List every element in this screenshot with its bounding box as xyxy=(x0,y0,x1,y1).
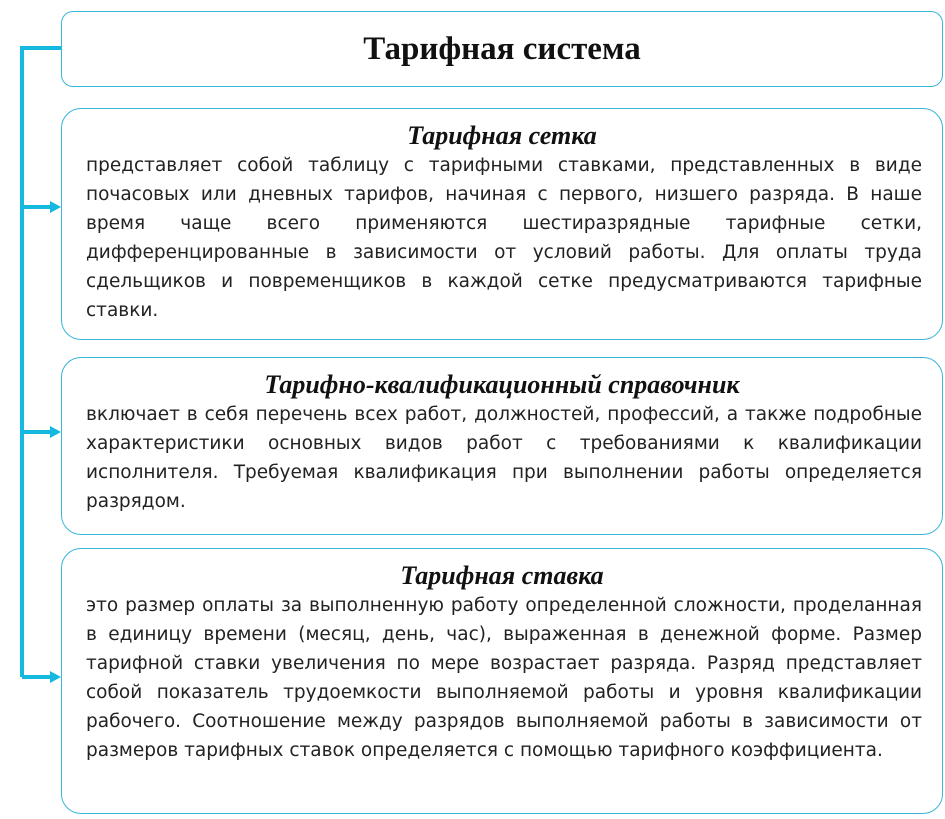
title-box xyxy=(61,11,943,87)
section-text: это размер оплаты за выполненную работу определенной сложности, проделанная в единицу времени (месяц, день, час), выраженная в денежной форме. Размер тарифной ставки увеличения по мере возрастает разряда. Разряд представляет собой показатель трудоемкости выполняемой работы и уровня квалификации рабочего. Соотношение между разрядов выполняемой работы в зависимости от размеров тарифных ставок определяется с помощью тарифного коэффициента. xyxy=(86,595,922,761)
section-heading: Тарифно-квалификационный справочник xyxy=(264,370,740,399)
section-card-tariff-rate xyxy=(61,548,943,814)
diagram-title: Тарифная система xyxy=(363,30,641,67)
section-text: включает в себя перечень всех работ, должностей, профессий, а также подробные характеристики основных видов работ с требованиями к квалификации исполнителя. Требуемая квалификация при выполнении работы определяется разрядом. xyxy=(86,404,922,512)
section-card-tariff-grid xyxy=(61,108,943,340)
arrow-right-icon xyxy=(50,671,61,683)
connector-spine xyxy=(22,48,61,677)
section-heading: Тарифная ставка xyxy=(400,561,604,590)
section-heading: Тарифная сетка xyxy=(407,121,597,150)
arrow-right-icon xyxy=(50,201,61,213)
section-card-qualification-reference xyxy=(61,357,943,535)
section-text: представляет собой таблицу с тарифными ставками, представленных в виде почасовых или дневных тарифов, начиная с первого, низшего разряда. В наше время чаще всего применяются шестиразрядные тарифные сетки, дифференцированные в зависимости от условий работы. Для оплаты труда сдельщиков и повременщиков в каждой сетке предусматриваются тарифные ставки. xyxy=(86,155,922,321)
arrow-right-icon xyxy=(50,426,61,438)
